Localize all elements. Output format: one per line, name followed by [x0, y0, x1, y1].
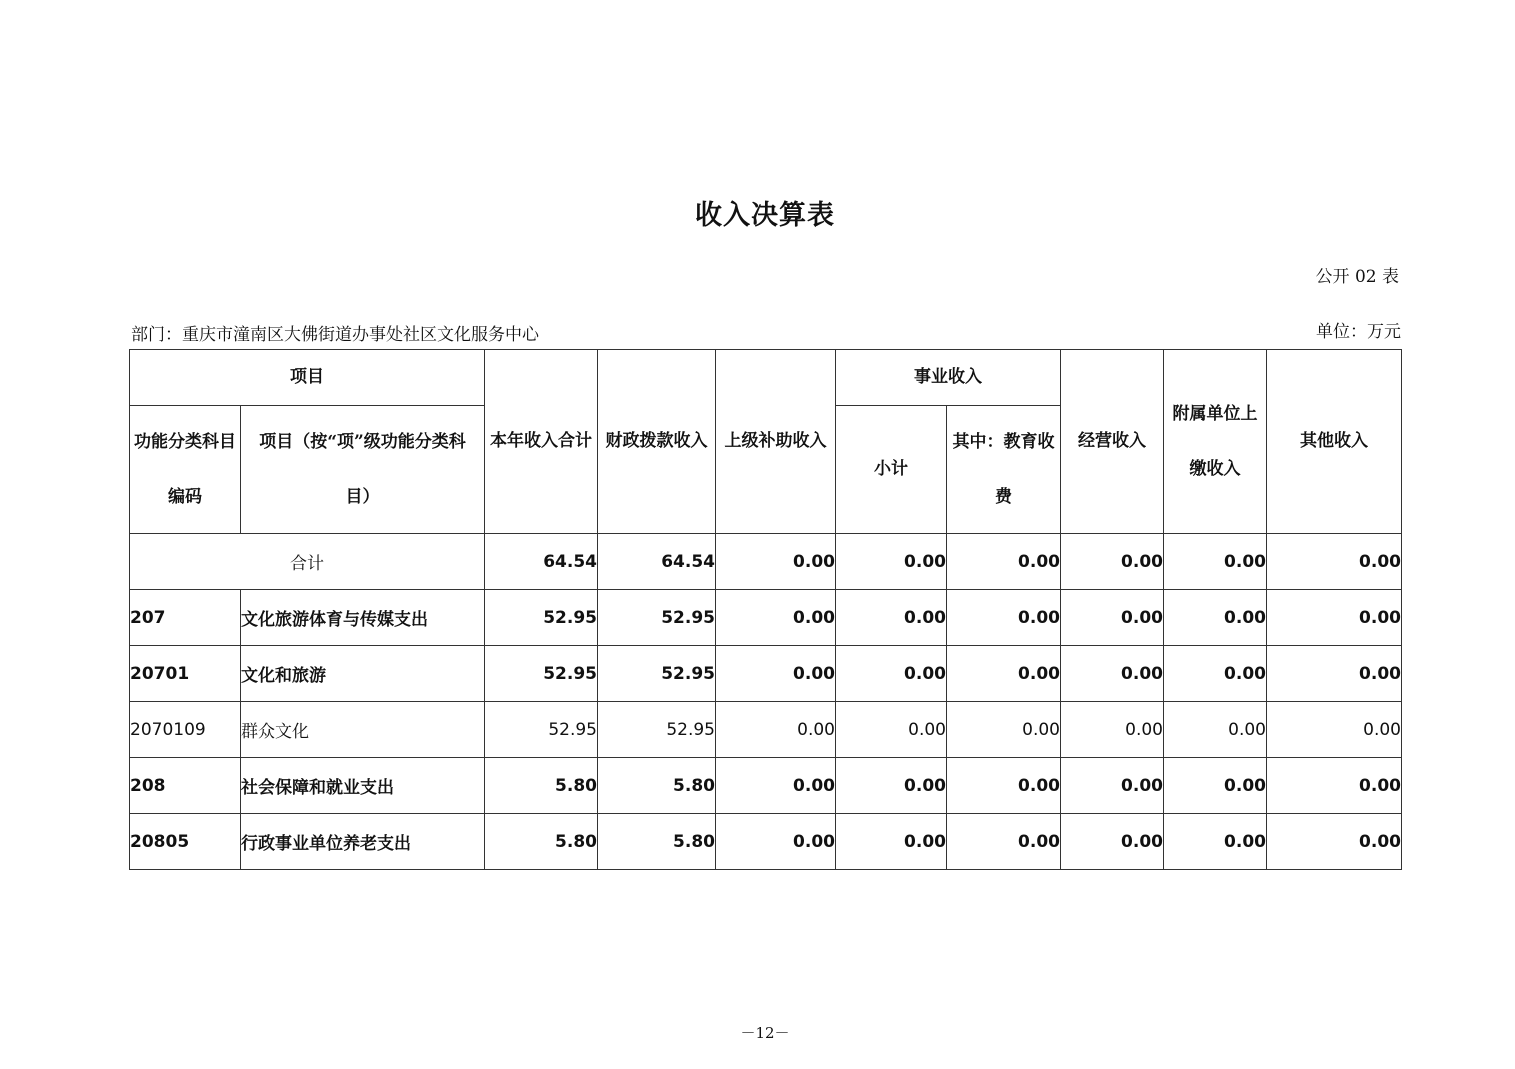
total-value: 0.00: [1164, 534, 1267, 590]
row-value: 0.00: [947, 646, 1061, 702]
row-value: 52.95: [485, 590, 598, 646]
header-affiliated-income: [1164, 350, 1267, 534]
header-name-line1: 项目（按“项”级功能分类科: [259, 431, 466, 452]
document-title: 收入决算表: [695, 200, 835, 231]
total-value: 64.54: [598, 534, 716, 590]
row-value: 0.00: [716, 702, 836, 758]
row-value: 0.00: [947, 590, 1061, 646]
total-value: 0.00: [947, 534, 1061, 590]
header-item-name: [241, 406, 485, 534]
row-value: 0.00: [716, 814, 836, 870]
total-value: 64.54: [485, 534, 598, 590]
form-number: 公开 02 表: [1315, 267, 1399, 287]
total-label: 合计: [130, 534, 485, 590]
row-value: 0.00: [836, 590, 947, 646]
row-value: 0.00: [947, 758, 1061, 814]
row-value: 0.00: [1061, 814, 1164, 870]
row-value: 0.00: [1061, 590, 1164, 646]
header-other-income: 其他收入: [1267, 350, 1402, 534]
row-value: 0.00: [1267, 646, 1402, 702]
row-code: 20701: [130, 646, 241, 702]
row-name: 文化和旅游: [241, 646, 485, 702]
header-code: [130, 406, 241, 534]
row-code: 20805: [130, 814, 241, 870]
header-project: 项目: [130, 350, 485, 406]
row-name: 社会保障和就业支出: [241, 758, 485, 814]
row-value: 0.00: [1267, 702, 1402, 758]
row-value: 0.00: [836, 702, 947, 758]
row-value: 0.00: [716, 646, 836, 702]
row-name: 行政事业单位养老支出: [241, 814, 485, 870]
row-name: 群众文化: [241, 702, 485, 758]
unit-label: 单位：万元: [1316, 322, 1401, 342]
table-row: [130, 702, 1402, 758]
row-value: 52.95: [485, 702, 598, 758]
row-value: 0.00: [836, 646, 947, 702]
header-total-income: 本年收入合计: [485, 350, 598, 534]
header-education-fee: [947, 406, 1061, 534]
row-value: 0.00: [1061, 646, 1164, 702]
header-fiscal-appropriation: 财政拨款收入: [598, 350, 716, 534]
row-value: 0.00: [1267, 814, 1402, 870]
row-value: 0.00: [1164, 758, 1267, 814]
header-code-line2: 编码: [168, 486, 202, 507]
row-value: 0.00: [836, 814, 947, 870]
row-value: 0.00: [1164, 646, 1267, 702]
table-row: [130, 590, 1402, 646]
row-value: 0.00: [947, 814, 1061, 870]
row-value: 0.00: [1164, 702, 1267, 758]
income-statement-table: [129, 349, 1402, 870]
header-education-line2: 费: [995, 486, 1012, 507]
row-value: 0.00: [1267, 590, 1402, 646]
header-affiliated-line1: 附属单位上: [1172, 403, 1258, 424]
header-affiliated-line2: 缴收入: [1189, 458, 1241, 479]
row-value: 5.80: [485, 814, 598, 870]
row-value: 52.95: [485, 646, 598, 702]
page-number: －12－: [740, 1024, 790, 1042]
row-code: 207: [130, 590, 241, 646]
row-code: 208: [130, 758, 241, 814]
row-value: 0.00: [1267, 758, 1402, 814]
row-value: 0.00: [947, 702, 1061, 758]
total-value: 0.00: [716, 534, 836, 590]
total-value: 0.00: [1061, 534, 1164, 590]
header-subtotal: 小计: [836, 406, 947, 534]
row-value: 5.80: [485, 758, 598, 814]
row-name: 文化旅游体育与传媒支出: [241, 590, 485, 646]
row-value: 52.95: [598, 590, 716, 646]
row-value: 0.00: [716, 758, 836, 814]
header-code-line1: 功能分类科目: [134, 431, 236, 452]
header-name-line2: 目）: [345, 486, 380, 507]
header-business-income: 事业收入: [836, 350, 1061, 406]
total-value: 0.00: [836, 534, 947, 590]
row-value: 0.00: [1061, 758, 1164, 814]
row-code: 2070109: [130, 702, 241, 758]
header-superior-subsidy: 上级补助收入: [716, 350, 836, 534]
row-value: 0.00: [716, 590, 836, 646]
table-row: [130, 758, 1402, 814]
table-row: [130, 646, 1402, 702]
row-value: 0.00: [1164, 590, 1267, 646]
row-value: 0.00: [1164, 814, 1267, 870]
table-row: [130, 814, 1402, 870]
row-value: 0.00: [836, 758, 947, 814]
department-label: 部门：重庆市潼南区大佛街道办事处社区文化服务中心: [131, 325, 539, 345]
header-row-1: [130, 350, 1402, 406]
row-value: 52.95: [598, 702, 716, 758]
total-row: [130, 534, 1402, 590]
row-value: 5.80: [598, 758, 716, 814]
header-education-line1: 其中：教育收: [952, 431, 1055, 452]
header-operating-income: 经营收入: [1061, 350, 1164, 534]
row-value: 52.95: [598, 646, 716, 702]
row-value: 0.00: [1061, 702, 1164, 758]
total-value: 0.00: [1267, 534, 1402, 590]
row-value: 5.80: [598, 814, 716, 870]
